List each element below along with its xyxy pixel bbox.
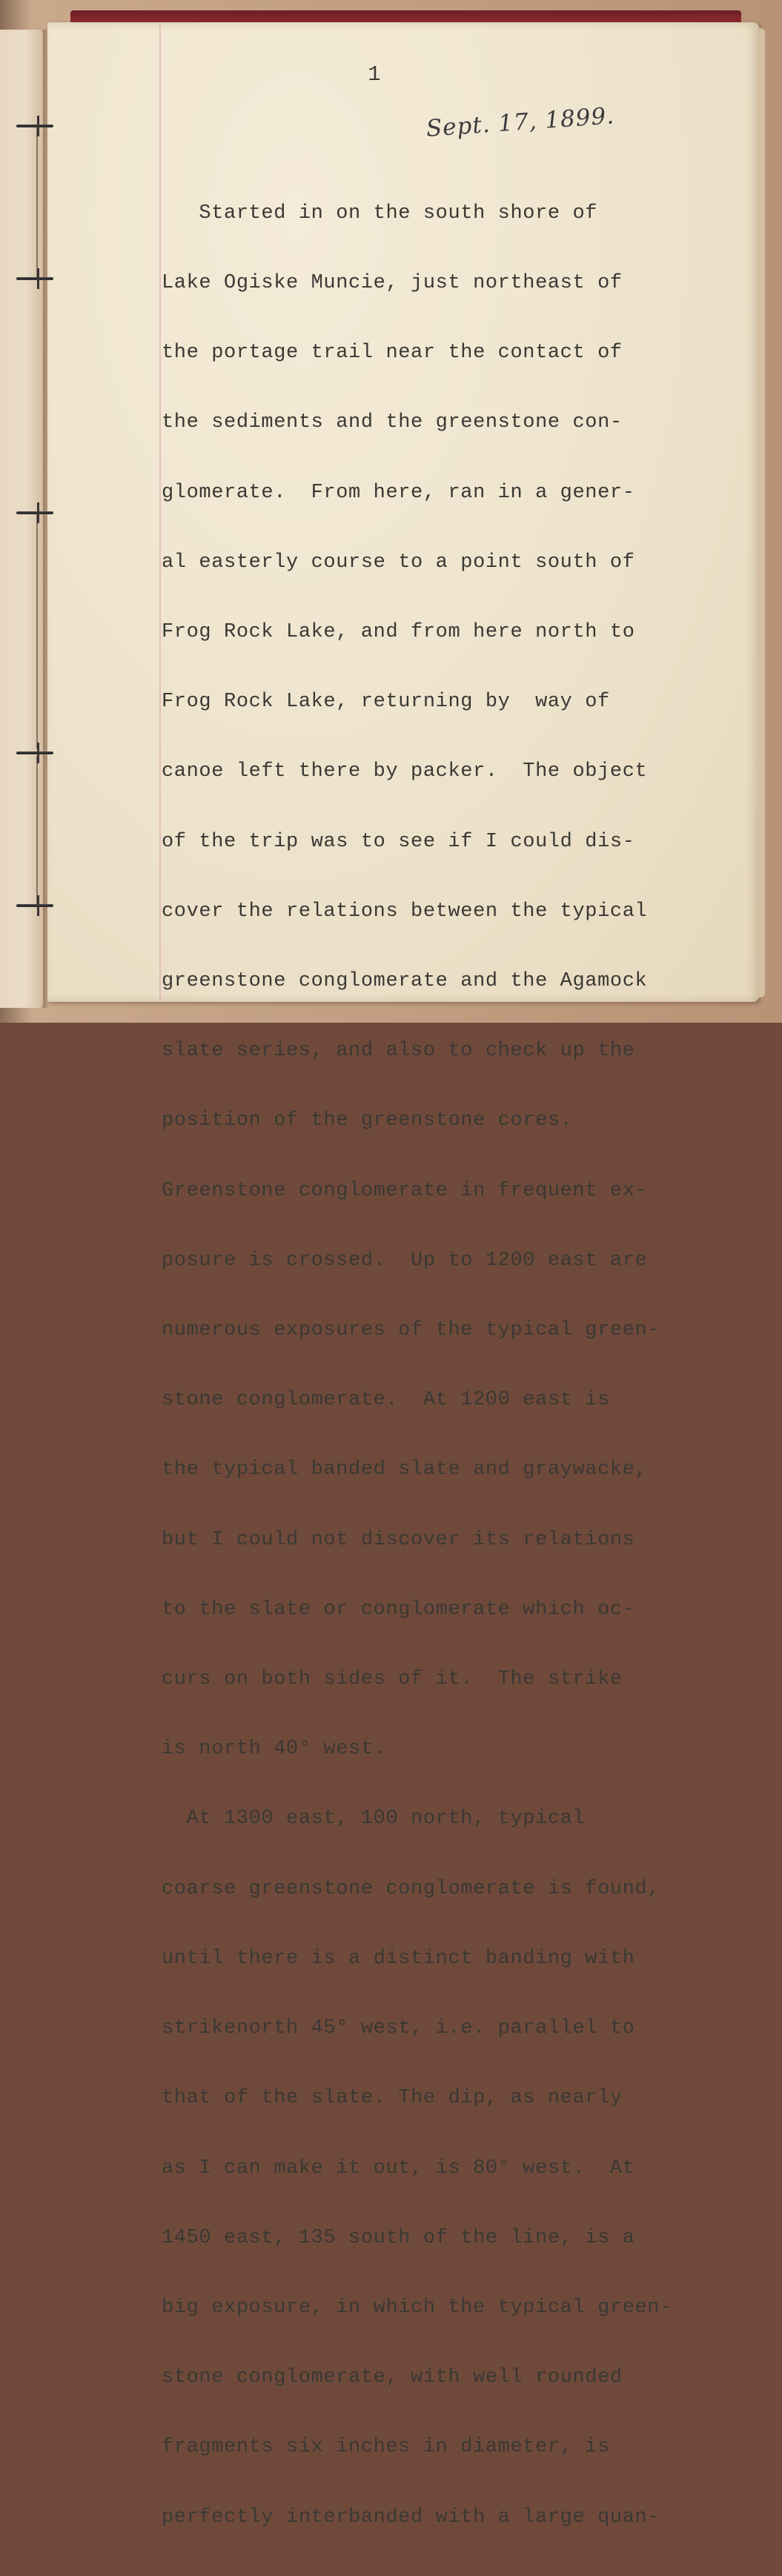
- text-line: but I could not discover its relations: [162, 1528, 635, 1551]
- binder-ring: [16, 276, 53, 282]
- text-line: coarse greenstone conglomerate is found,: [162, 1877, 660, 1900]
- page-stack-edge: [758, 28, 765, 997]
- text-line: Frog Rock Lake, and from here north to: [162, 621, 635, 644]
- text-line: glomerate. From here, ran in a gener-: [162, 481, 635, 504]
- text-line: position of the greenstone cores.: [162, 1109, 573, 1132]
- text-line: big exposure, in which the typical green-: [162, 2296, 672, 2319]
- binder-wire: [36, 511, 38, 748]
- handwritten-date: Sept. 17, 1899.: [425, 102, 616, 142]
- text-line: numerous exposures of the typical green-: [162, 1319, 660, 1342]
- page-number: 1: [368, 62, 381, 87]
- binder-ring: [16, 903, 53, 909]
- text-line: the portage trail near the contact of: [162, 342, 623, 365]
- text-line: Greenstone conglomerate in frequent ex-: [162, 1179, 648, 1202]
- text-line: Lake Ogiske Muncie, just northeast of: [162, 272, 623, 295]
- text-line: the sediments and the greenstone con-: [162, 411, 623, 434]
- binder-wire: [36, 126, 38, 278]
- text-line: 1450 east, 135 south of the line, is a: [162, 2226, 635, 2249]
- binder-ring: [16, 510, 53, 516]
- text-line: Frog Rock Lake, returning by way of: [162, 691, 610, 714]
- text-line: fragments six inches in diameter, is: [162, 2436, 610, 2459]
- text-line: posure is crossed. Up to 1200 east are: [162, 1249, 648, 1272]
- text-line: al easterly course to a point south of: [162, 551, 635, 574]
- text-line: stone conglomerate, with well rounded: [162, 2366, 623, 2389]
- text-line: cover the relations between the typical: [162, 900, 648, 923]
- text-line: Started in on the south shore of: [162, 202, 598, 225]
- text-line: stone conglomerate. At 1200 east is: [162, 1389, 610, 1412]
- text-line: until there is a distinct banding with: [162, 1947, 635, 1970]
- text-line: of the trip was to see if I could dis-: [162, 830, 635, 853]
- text-line: that of the slate. The dip, as nearly: [162, 2087, 623, 2110]
- text-line: strikenorth 45° west, i.e. parallel to: [162, 2017, 635, 2040]
- margin-line: [159, 22, 161, 1002]
- binder-ring: [16, 750, 53, 756]
- text-line: to the slate or conglomerate which oc-: [162, 1598, 635, 1621]
- text-line: is north 40° west.: [162, 1738, 386, 1761]
- text-line: the typical banded slate and graywacke,: [162, 1458, 648, 1481]
- text-line: slate series, and also to check up the: [162, 1040, 635, 1063]
- binder-wire: [36, 756, 38, 904]
- text-line: greenstone conglomerate and the Agamock: [162, 970, 648, 993]
- text-line: At 1300 east, 100 north, typical: [162, 1807, 586, 1830]
- text-line: canoe left there by packer. The object: [162, 760, 648, 783]
- binder-ring: [16, 123, 53, 129]
- text-line: curs on both sides of it. The strike: [162, 1668, 623, 1691]
- typed-body-text: [162, 156, 755, 2576]
- text-line: perfectly interbanded with a large quan-: [162, 2506, 660, 2529]
- text-line: as I can make it out, is 80° west. At: [162, 2157, 635, 2180]
